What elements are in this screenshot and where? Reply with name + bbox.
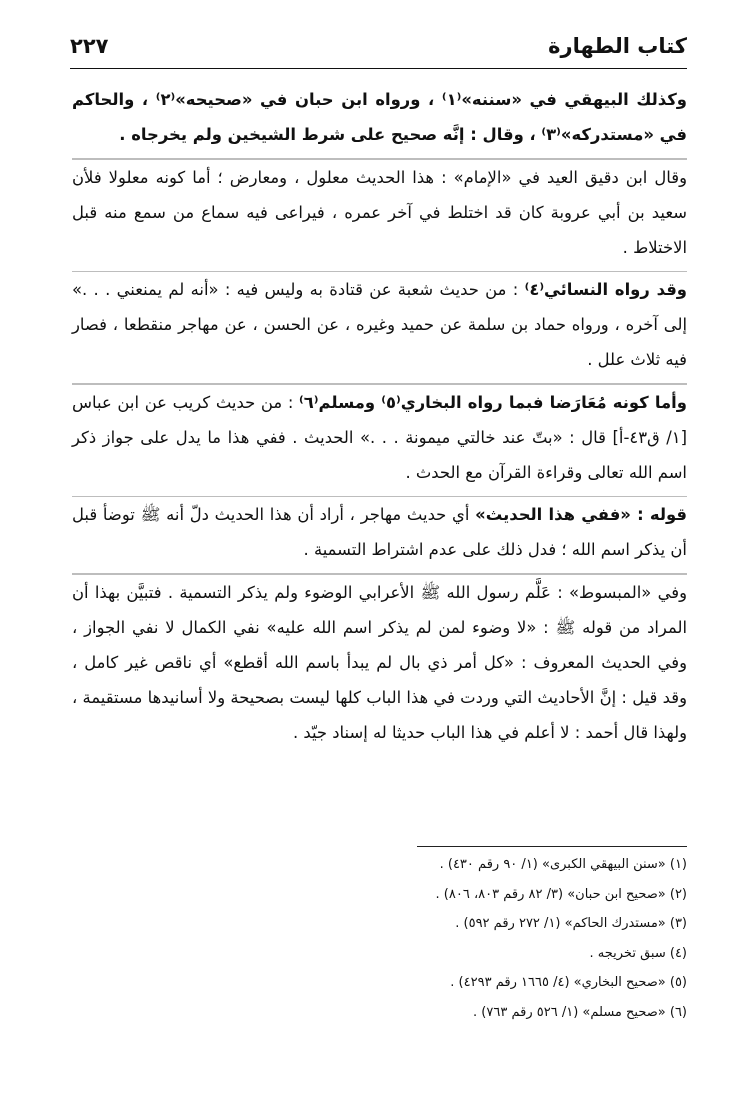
footnote-5: (٥) «صحيح البخاري» (٤/ ١٦٦٥ رقم ٤٢٩٣) . (450, 975, 687, 990)
paragraph-6-text: وفي «المبسوط» : عَلَّم رسول الله ﷺ الأعرابي الوضوء ولم يذكر التسمية . فتبيَّن بهذا أن المراد من قوله ﷺ : «لا وضوء لمن لم يذكر اسم الله عليه» نفي الكمال لا نفي الجواز ، وفي الحديث المعروف : «كل أمر ذي بال لم يبدأ باسم الله أقطع» أي ناقص غير كامل ، وقد قيل : إنَّ الأحاديث التي وردت في هذا الباب كلها ليست بصحيحة ولا أسانيدها مستقيمة ، ولهذا قال أحمد : لا أعلم في هذا الباب حديثا له إسناد جيّد . (72, 582, 687, 742)
paragraph-4-lead: وأما كونه مُعَارَضا فبما رواه البخاري⁽٥⁾ ومسلم⁽٦⁾ (299, 392, 687, 412)
paragraph-3-lead: وقد رواه النسائي⁽٤⁾ (524, 280, 687, 299)
footnote-3: (٣) «مستدرك الحاكم» (١/ ٢٧٢ رقم ٥٩٢) . (455, 916, 687, 931)
page-number: ٢٢٧ (70, 34, 109, 58)
paragraph-5-text: أي حديث مهاجر ، أراد أن هذا الحديث دلّ أنه ﷺ توضأ قبل أن يذكر اسم الله ؛ فدل ذلك على عدم اشتراط التسمية . (72, 505, 687, 559)
footnotes (90, 850, 687, 1027)
paragraph-1-lead: وكذلك البيهقي في «سننه»⁽١⁾ ، ورواه ابن حبان في «صحيحه»⁽٢⁾ ، والحاكم في «مستدركه»⁽٣⁾ ، وقال : إنَّه صحيح على شرط الشيخين ولم يخرجاه . (72, 90, 687, 144)
footnote-1: (١) «سنن البيهقي الكبرى» (١/ ٩٠ رقم ٤٣٠) . (439, 857, 687, 872)
paragraph-2 (72, 160, 687, 271)
paragraph-4-text: : من حديث كريب عن ابن عباس [١/ ق٤٣-أ] قال : «بتّ عند خالتي ميمونة . . .» الحديث . ففي هذا ما يدل على جواز ذكر اسم الله تعالى وقراءة القرآن مع الحدث . (72, 392, 687, 482)
footnote-2: (٢) «صحيح ابن حبان» (٣/ ٨٢ رقم ٨٠٣، ٨٠٦) . (435, 886, 687, 902)
paragraph-5 (72, 497, 687, 573)
paragraph-6 (72, 575, 687, 756)
paragraph-3-text: : من حديث شعبة عن قتادة به وليس فيه : «أنه لم يمنعني . . .» إلى آخره ، ورواه حماد بن سلمة عن حميد وغيره ، عن الحسن ، عن مهاجر منقطعا ، فصار فيه ثلاث علل . (72, 280, 687, 369)
paragraph-4 (72, 385, 687, 496)
chapter-title: كتاب الطهارة (548, 34, 687, 58)
paragraph-2-text: وقال ابن دقيق العيد في «الإمام» : هذا الحديث معلول ، ومعارض ؛ أما كونه معلولا فلأن سعيد بن أبي عروبة كان قد اختلط في آخر عمره ، فيراعى فيه سماع من سمع منه قبل الاختلاط . (72, 167, 687, 257)
paragraph-1 (72, 82, 687, 158)
main-text (72, 82, 687, 756)
footnote-4: (٤) سبق تخريجه . (589, 945, 687, 961)
footnote-separator (417, 846, 687, 847)
paragraph-5-lead: قوله : «ففي هذا الحديث» (475, 505, 687, 524)
paragraph-3 (72, 272, 687, 383)
footnote-6: (٦) «صحيح مسلم» (١/ ٥٢٦ رقم ٧٦٣) . (473, 1004, 687, 1020)
running-header (70, 30, 687, 69)
